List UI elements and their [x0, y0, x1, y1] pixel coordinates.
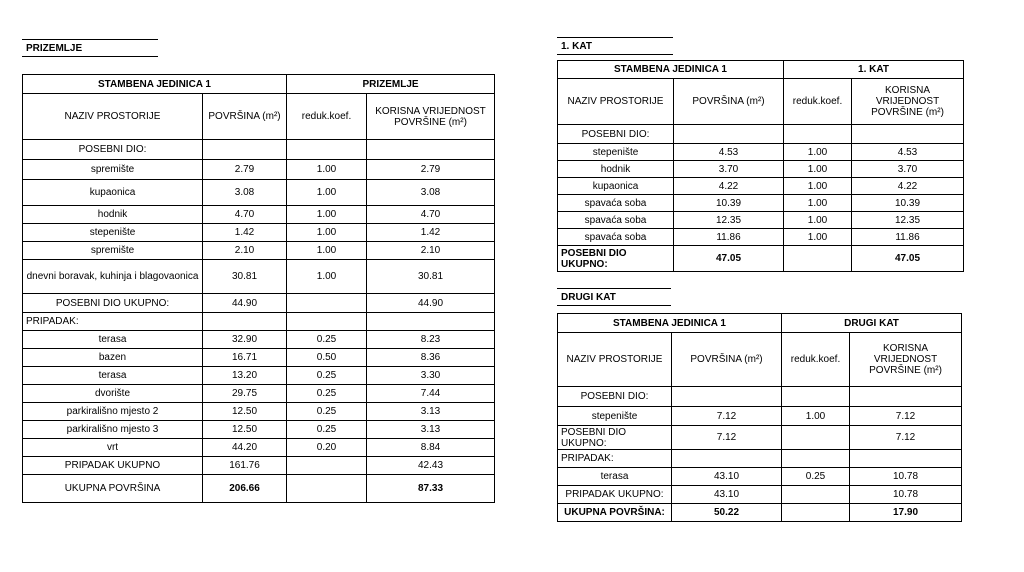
- table-row: [23, 421, 495, 439]
- table-prizemlje: [22, 74, 495, 503]
- room-koef: 1.00: [784, 161, 852, 178]
- table-row: [23, 367, 495, 385]
- header-unit: STAMBENA JEDINICA 1: [558, 61, 784, 79]
- room-koef: 0.25: [287, 421, 367, 439]
- subtotal-row-posebni: [558, 426, 962, 450]
- table-row: [558, 161, 964, 178]
- room-area: 12.50: [203, 403, 287, 421]
- table-row: [23, 439, 495, 457]
- room-koef: 0.25: [287, 403, 367, 421]
- section-title-prizemlje: PRIZEMLJE: [22, 39, 158, 57]
- room-koef: 1.00: [287, 260, 367, 294]
- room-name: stepenište: [558, 144, 674, 161]
- total-area: 50.22: [672, 504, 782, 522]
- table-kat2: [557, 313, 962, 522]
- table-row: [558, 229, 964, 246]
- room-useful: 4.70: [367, 206, 495, 224]
- room-area: 3.08: [203, 180, 287, 206]
- col-area-header: POVRŠINA (m²): [674, 79, 784, 125]
- col-name-header: NAZIV PROSTORIJE: [558, 333, 672, 387]
- room-useful: 10.78: [850, 468, 962, 486]
- room-useful: 3.08: [367, 180, 495, 206]
- room-name: spremište: [23, 242, 203, 260]
- room-koef: 1.00: [287, 206, 367, 224]
- col-useful-header: KORISNA VRIJEDNOST POVRŠINE (m²): [367, 94, 495, 140]
- room-area: 10.39: [674, 195, 784, 212]
- room-name: spavaća soba: [558, 195, 674, 212]
- room-name: terasa: [558, 468, 672, 486]
- room-name: hodnik: [558, 161, 674, 178]
- subtotal-area: 7.12: [672, 426, 782, 450]
- room-name: parkirališno mjesto 3: [23, 421, 203, 439]
- group-label-posebni: POSEBNI DIO:: [558, 387, 672, 407]
- room-area: 3.70: [674, 161, 784, 178]
- room-name: dnevni boravak, kuhinja i blagovaonica: [23, 260, 203, 294]
- group-label-posebni: POSEBNI DIO:: [558, 125, 674, 144]
- table-row: [558, 468, 962, 486]
- header-floor: DRUGI KAT: [782, 314, 962, 333]
- room-area: 32.90: [203, 331, 287, 349]
- room-useful: 7.12: [850, 407, 962, 426]
- grand-total-row: [23, 475, 495, 503]
- room-useful: 30.81: [367, 260, 495, 294]
- table-kat1: [557, 60, 964, 272]
- header-unit: STAMBENA JEDINICA 1: [558, 314, 782, 333]
- room-area: 4.53: [674, 144, 784, 161]
- room-useful: 8.84: [367, 439, 495, 457]
- room-useful: 3.70: [852, 161, 964, 178]
- room-koef: 0.20: [287, 439, 367, 457]
- col-koef-header: reduk.koef.: [784, 79, 852, 125]
- room-name: kupaonica: [23, 180, 203, 206]
- table-row: [558, 144, 964, 161]
- room-useful: 8.36: [367, 349, 495, 367]
- room-koef: 1.00: [784, 144, 852, 161]
- room-koef: 1.00: [782, 407, 850, 426]
- col-area-header: POVRŠINA (m²): [203, 94, 287, 140]
- room-useful: 12.35: [852, 212, 964, 229]
- group-label-posebni: POSEBNI DIO:: [23, 140, 203, 160]
- room-name: stepenište: [23, 224, 203, 242]
- room-area: 2.79: [203, 160, 287, 180]
- room-koef: 1.00: [287, 180, 367, 206]
- table-row: [558, 212, 964, 229]
- room-useful: 3.13: [367, 403, 495, 421]
- room-koef: 0.25: [287, 331, 367, 349]
- room-area: 7.12: [672, 407, 782, 426]
- room-name: dvorište: [23, 385, 203, 403]
- room-name: vrt: [23, 439, 203, 457]
- room-koef: 0.25: [782, 468, 850, 486]
- room-koef: 0.50: [287, 349, 367, 367]
- subtotal-useful: 44.90: [367, 294, 495, 313]
- subtotal-row-posebni: [23, 294, 495, 313]
- header-floor: 1. KAT: [784, 61, 964, 79]
- subtotal-area: 44.90: [203, 294, 287, 313]
- group-label-pripadak: PRIPADAK:: [558, 450, 672, 468]
- room-area: 1.42: [203, 224, 287, 242]
- room-koef: 0.25: [287, 385, 367, 403]
- total-useful: 87.33: [367, 475, 495, 503]
- table-row: [23, 331, 495, 349]
- room-area: 12.35: [674, 212, 784, 229]
- total-row: [558, 246, 964, 272]
- room-area: 44.20: [203, 439, 287, 457]
- total-area: 206.66: [203, 475, 287, 503]
- room-useful: 3.13: [367, 421, 495, 439]
- room-area: 13.20: [203, 367, 287, 385]
- total-label: UKUPNA POVRŠINA: [23, 475, 203, 503]
- grand-total-row: [558, 504, 962, 522]
- total-useful: 47.05: [852, 246, 964, 272]
- room-useful: 3.30: [367, 367, 495, 385]
- room-koef: 1.00: [784, 229, 852, 246]
- room-area: 43.10: [672, 468, 782, 486]
- table-row: [23, 349, 495, 367]
- col-koef-header: reduk.koef.: [287, 94, 367, 140]
- section-title-kat2: DRUGI KAT: [557, 288, 671, 306]
- room-area: 2.10: [203, 242, 287, 260]
- table-row: [23, 385, 495, 403]
- col-name-header: NAZIV PROSTORIJE: [23, 94, 203, 140]
- room-useful: 4.22: [852, 178, 964, 195]
- room-area: 4.70: [203, 206, 287, 224]
- header-floor: PRIZEMLJE: [287, 75, 495, 94]
- room-koef: 1.00: [287, 242, 367, 260]
- subtotal-label: PRIPADAK UKUPNO: [23, 457, 203, 475]
- col-area-header: POVRŠINA (m²): [672, 333, 782, 387]
- col-useful-header: KORISNA VRIJEDNOST POVRŠINE (m²): [852, 79, 964, 125]
- subtotal-useful: 42.43: [367, 457, 495, 475]
- subtotal-useful: 7.12: [850, 426, 962, 450]
- room-useful: 2.79: [367, 160, 495, 180]
- col-name-header: NAZIV PROSTORIJE: [558, 79, 674, 125]
- room-area: 11.86: [674, 229, 784, 246]
- subtotal-useful: 10.78: [850, 486, 962, 504]
- room-koef: 1.00: [287, 160, 367, 180]
- subtotal-row-pripadak: [23, 457, 495, 475]
- room-name: terasa: [23, 367, 203, 385]
- room-name: spavaća soba: [558, 229, 674, 246]
- room-area: 4.22: [674, 178, 784, 195]
- room-name: spavaća soba: [558, 212, 674, 229]
- total-useful: 17.90: [850, 504, 962, 522]
- room-useful: 10.39: [852, 195, 964, 212]
- room-name: terasa: [23, 331, 203, 349]
- room-area: 29.75: [203, 385, 287, 403]
- room-name: stepenište: [558, 407, 672, 426]
- room-koef: 1.00: [784, 178, 852, 195]
- header-unit: STAMBENA JEDINICA 1: [23, 75, 287, 94]
- subtotal-label: POSEBNI DIO UKUPNO:: [23, 294, 203, 313]
- table-row: [23, 160, 495, 180]
- subtotal-label: POSEBNI DIO UKUPNO:: [558, 426, 672, 450]
- table-row: [23, 242, 495, 260]
- room-koef: 1.00: [287, 224, 367, 242]
- room-koef: 0.25: [287, 367, 367, 385]
- room-name: hodnik: [23, 206, 203, 224]
- table-row: [23, 260, 495, 294]
- table-row: [23, 224, 495, 242]
- subtotal-area: 161.76: [203, 457, 287, 475]
- room-useful: 2.10: [367, 242, 495, 260]
- table-row: [558, 195, 964, 212]
- room-useful: 7.44: [367, 385, 495, 403]
- col-koef-header: reduk.koef.: [782, 333, 850, 387]
- room-useful: 8.23: [367, 331, 495, 349]
- total-label: UKUPNA POVRŠINA:: [558, 504, 672, 522]
- room-area: 16.71: [203, 349, 287, 367]
- room-name: parkirališno mjesto 2: [23, 403, 203, 421]
- room-name: kupaonica: [558, 178, 674, 195]
- room-area: 30.81: [203, 260, 287, 294]
- table-row: [558, 178, 964, 195]
- col-useful-header: KORISNA VRIJEDNOST POVRŠINE (m²): [850, 333, 962, 387]
- section-title-kat1: 1. KAT: [557, 37, 673, 55]
- room-name: spremište: [23, 160, 203, 180]
- table-row: [23, 206, 495, 224]
- subtotal-area: 43.10: [672, 486, 782, 504]
- table-row: [558, 407, 962, 426]
- room-useful: 1.42: [367, 224, 495, 242]
- total-area: 47.05: [674, 246, 784, 272]
- room-useful: 4.53: [852, 144, 964, 161]
- group-label-pripadak: PRIPADAK:: [23, 313, 203, 331]
- subtotal-label: PRIPADAK UKUPNO:: [558, 486, 672, 504]
- room-area: 12.50: [203, 421, 287, 439]
- room-koef: 1.00: [784, 195, 852, 212]
- room-name: bazen: [23, 349, 203, 367]
- table-row: [23, 403, 495, 421]
- subtotal-row-pripadak: [558, 486, 962, 504]
- room-koef: 1.00: [784, 212, 852, 229]
- total-label: POSEBNI DIO UKUPNO:: [558, 246, 674, 272]
- room-useful: 11.86: [852, 229, 964, 246]
- table-row: [23, 180, 495, 206]
